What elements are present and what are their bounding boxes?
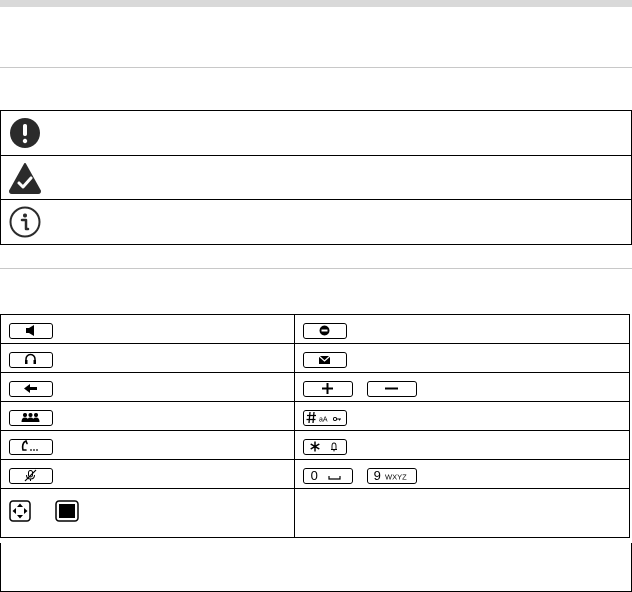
mute-key-icon [9, 468, 53, 484]
message-key-icon [303, 352, 347, 368]
back-arrow-key-icon [9, 381, 53, 397]
table-row [1, 431, 630, 460]
notice-row-warning [1, 111, 631, 155]
table-row [1, 402, 630, 431]
top-bar [0, 0, 632, 7]
group-key-icon [9, 410, 53, 426]
zero-key-icon [303, 468, 353, 484]
notice-row-info [1, 199, 631, 244]
hash-sub-label: aA [318, 416, 328, 423]
nine-sub-label: WXYZ [384, 472, 407, 481]
notice-table [0, 110, 632, 245]
nine-key-label: 9 [373, 467, 381, 483]
zero-key-label: 0 [310, 467, 318, 483]
notice-row-check [1, 155, 631, 200]
note-box [0, 543, 632, 592]
divider [0, 268, 632, 269]
key-table [0, 314, 630, 538]
info-circle-icon [9, 206, 41, 238]
minus-key-icon [367, 381, 417, 397]
hash-key-icon [303, 410, 347, 426]
exclamation-circle-icon [9, 117, 41, 149]
nav-key-icon [9, 500, 79, 527]
headset-key-icon [9, 352, 53, 368]
minus-circle-key-icon [303, 323, 347, 339]
table-row [1, 489, 630, 538]
star-key-icon [303, 439, 347, 455]
call-key-icon [9, 439, 53, 455]
divider [0, 67, 632, 68]
speaker-key-icon [9, 323, 53, 339]
nine-key-icon [367, 468, 417, 484]
check-triangle-icon [9, 162, 41, 194]
table-row [1, 315, 630, 344]
table-row [1, 344, 630, 373]
table-row [1, 373, 630, 402]
table-row [1, 460, 630, 489]
plus-key-icon [303, 381, 353, 397]
